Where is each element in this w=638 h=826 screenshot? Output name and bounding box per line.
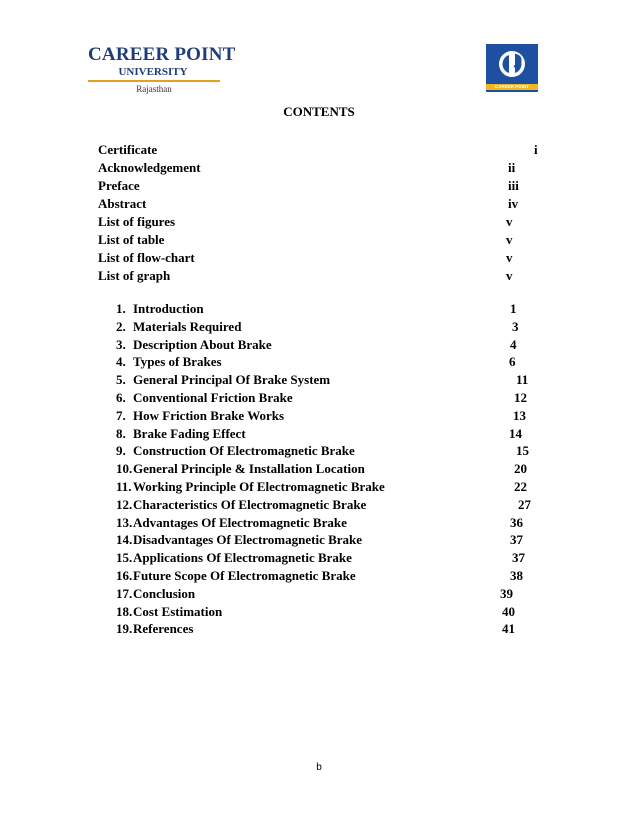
toc-page-number: 13 bbox=[513, 408, 526, 423]
toc-page-number: v bbox=[506, 268, 513, 283]
toc-page-number: 41 bbox=[502, 621, 515, 636]
toc-chapter-title: Conventional Friction Brake bbox=[133, 390, 293, 405]
toc-chapter-row bbox=[0, 336, 638, 354]
toc-page-number: 3 bbox=[512, 319, 519, 334]
toc-page-number: ii bbox=[508, 160, 516, 175]
toc-page-number: iii bbox=[508, 178, 519, 193]
toc-chapter-number: 11. bbox=[116, 479, 132, 494]
toc-page-number: 40 bbox=[502, 604, 515, 619]
toc-chapter-number: 6. bbox=[116, 390, 126, 405]
toc-page-number: 1 bbox=[510, 301, 517, 316]
toc-page-number: 27 bbox=[518, 497, 531, 512]
toc-page-number: 39 bbox=[500, 586, 513, 601]
logo-name-line1: CAREER POINT bbox=[88, 44, 236, 65]
toc-page-number: 11 bbox=[516, 372, 529, 387]
toc-entry-label: List of table bbox=[98, 232, 165, 247]
toc-chapter-number: 15. bbox=[116, 550, 133, 565]
toc-chapter-title: Working Principle Of Electromagnetic Brake bbox=[133, 479, 385, 494]
toc-page-number: 37 bbox=[512, 550, 525, 565]
toc-chapter-row bbox=[0, 300, 638, 318]
toc-chapter-number: 8. bbox=[116, 426, 126, 441]
toc-chapter-number: 7. bbox=[116, 408, 126, 423]
toc-chapter-row bbox=[0, 460, 638, 478]
toc-chapter-row bbox=[0, 442, 638, 460]
toc-page-number: 37 bbox=[510, 532, 523, 547]
toc-page-number: 38 bbox=[510, 568, 523, 583]
toc-chapter-number: 18. bbox=[116, 604, 133, 619]
toc-chapter-title: How Friction Brake Works bbox=[133, 408, 285, 423]
toc-entry-label: Acknowledgement bbox=[98, 160, 201, 175]
toc-chapter-number: 19. bbox=[116, 621, 133, 636]
toc-chapter-title: Applications Of Electromagnetic Brake bbox=[133, 550, 352, 565]
toc-page-number: 14 bbox=[509, 426, 522, 441]
toc-front-row bbox=[0, 231, 638, 249]
toc-chapter-row bbox=[0, 585, 638, 603]
toc-chapter-number: 1. bbox=[116, 301, 126, 316]
toc-page-number: v bbox=[506, 232, 513, 247]
toc-chapter-title: Cost Estimation bbox=[133, 604, 223, 619]
page-number: b bbox=[316, 762, 322, 773]
toc-chapter-number: 16. bbox=[116, 568, 133, 583]
toc-chapter-title: Future Scope Of Electromagnetic Brake bbox=[133, 568, 356, 583]
toc-chapter-title: Characteristics Of Electromagnetic Brake bbox=[133, 497, 367, 512]
toc-chapter-number: 5. bbox=[116, 372, 126, 387]
toc-chapter-title: General Principal Of Brake System bbox=[133, 372, 331, 387]
toc-front-row bbox=[0, 141, 638, 159]
toc-page-number: 6 bbox=[509, 354, 516, 369]
toc-front-row bbox=[0, 213, 638, 231]
toc-front-row bbox=[0, 249, 638, 267]
toc-entry-label: List of figures bbox=[98, 214, 176, 229]
toc-chapter-number: 17. bbox=[116, 586, 133, 601]
toc-page-number: i bbox=[534, 142, 538, 157]
toc-chapter-title: Construction Of Electromagnetic Brake bbox=[133, 443, 355, 458]
toc-chapter-title: References bbox=[133, 621, 194, 636]
toc-chapter-row bbox=[0, 389, 638, 407]
toc-chapter-row bbox=[0, 425, 638, 443]
toc-chapter-title: Materials Required bbox=[133, 319, 242, 334]
toc-chapter-title: Advantages Of Electromagnetic Brake bbox=[133, 515, 347, 530]
toc-chapter-row bbox=[0, 567, 638, 585]
toc-entry-label: Preface bbox=[98, 178, 140, 193]
toc-chapter-title: Brake Fading Effect bbox=[133, 426, 246, 441]
toc-chapter-row bbox=[0, 407, 638, 425]
toc-chapter-number: 3. bbox=[116, 337, 126, 352]
toc-chapter-number: 10. bbox=[116, 461, 133, 476]
badge-caption: CAREER POINT bbox=[486, 84, 538, 90]
page-title: CONTENTS bbox=[283, 104, 355, 119]
toc-chapter-number: 12. bbox=[116, 497, 133, 512]
toc-chapter-title: General Principle & Installation Location bbox=[133, 461, 365, 476]
toc-page-number: 20 bbox=[514, 461, 527, 476]
toc-chapter-row bbox=[0, 353, 638, 371]
logo-location: Rajasthan bbox=[136, 84, 172, 94]
toc-chapter-row bbox=[0, 620, 638, 638]
toc-front-row bbox=[0, 195, 638, 213]
toc-chapter-row bbox=[0, 549, 638, 567]
toc-entry-label: Abstract bbox=[98, 196, 147, 211]
toc-chapter-row bbox=[0, 603, 638, 621]
toc-chapter-row bbox=[0, 531, 638, 549]
toc-chapter-title: Description About Brake bbox=[133, 337, 272, 352]
toc-chapter-number: 4. bbox=[116, 354, 126, 369]
toc-chapter-number: 14. bbox=[116, 532, 133, 547]
toc-chapter-row bbox=[0, 514, 638, 532]
toc-chapter-row bbox=[0, 318, 638, 336]
toc-page-number: iv bbox=[508, 196, 519, 211]
toc-chapter-title: Types of Brakes bbox=[133, 354, 222, 369]
toc-page-number: 15 bbox=[516, 443, 529, 458]
toc-front-row bbox=[0, 267, 638, 285]
toc-page-number: 36 bbox=[510, 515, 523, 530]
toc-chapter-title: Disadvantages Of Electromagnetic Brake bbox=[133, 532, 363, 547]
toc-entry-label: List of graph bbox=[98, 268, 171, 283]
toc-entry-label: List of flow-chart bbox=[98, 250, 195, 265]
toc-chapter-row bbox=[0, 478, 638, 496]
toc-page-number: v bbox=[506, 250, 513, 265]
toc-chapter-number: 9. bbox=[116, 443, 126, 458]
toc-front-row bbox=[0, 177, 638, 195]
university-logo bbox=[88, 44, 236, 95]
toc-chapter-row bbox=[0, 496, 638, 514]
toc-front-row bbox=[0, 159, 638, 177]
toc-page-number: v bbox=[506, 214, 513, 229]
toc-chapter-title: Introduction bbox=[133, 301, 204, 316]
toc-chapter-row bbox=[0, 371, 638, 389]
toc-page-number: 4 bbox=[510, 337, 517, 352]
logo-name-line2: UNIVERSITY bbox=[118, 66, 188, 78]
toc-entry-label: Certificate bbox=[98, 142, 158, 157]
toc-chapter-title: Conclusion bbox=[133, 586, 196, 601]
toc-chapter-number: 13. bbox=[116, 515, 133, 530]
toc-page-number: 12 bbox=[514, 390, 527, 405]
toc-chapter-number: 2. bbox=[116, 319, 126, 334]
cp-emblem-icon bbox=[486, 44, 538, 92]
toc-page-number: 22 bbox=[514, 479, 527, 494]
logo-divider bbox=[88, 80, 220, 82]
